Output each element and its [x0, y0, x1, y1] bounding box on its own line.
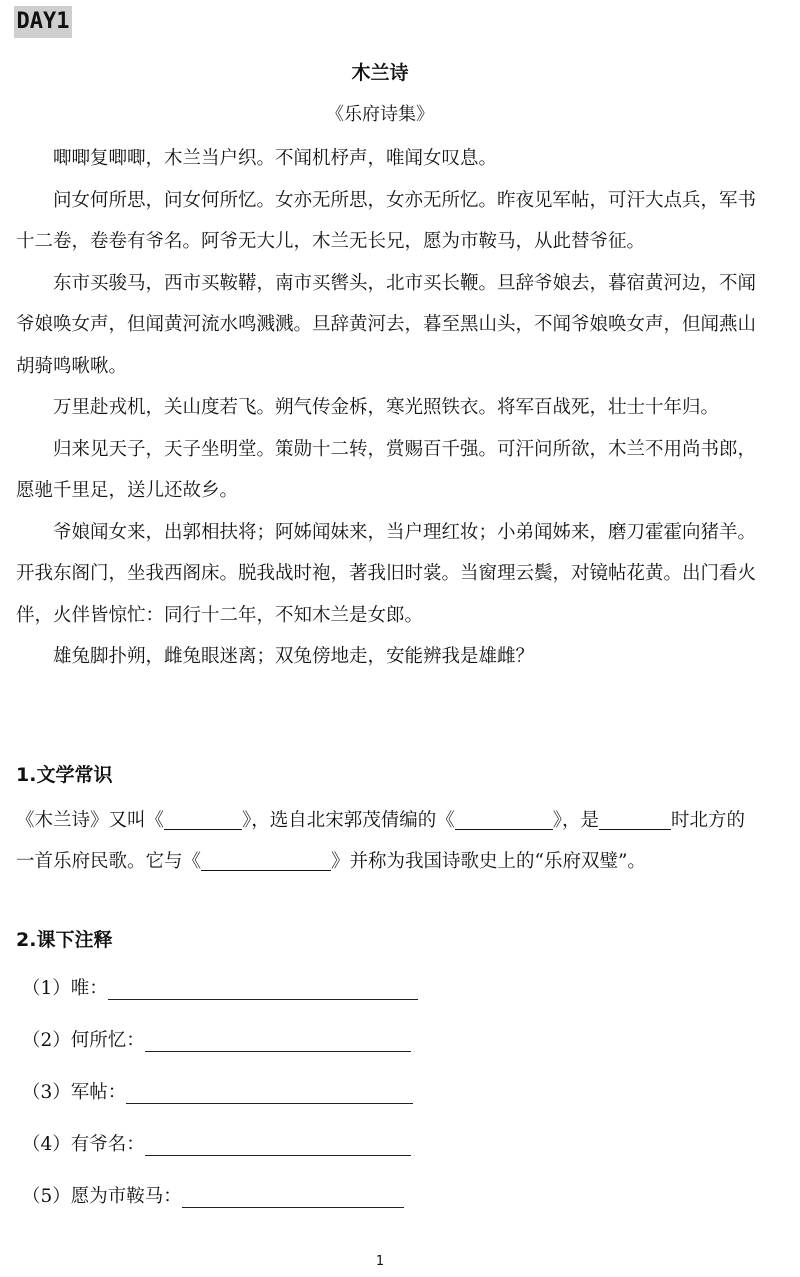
note-item	[22, 1026, 411, 1052]
fill-blank[interactable]	[455, 811, 553, 831]
lit-text: 》，是	[552, 810, 600, 831]
note-item	[22, 1182, 404, 1208]
answer-line[interactable]	[108, 979, 418, 1000]
fill-blank[interactable]	[599, 811, 671, 831]
answer-line[interactable]	[145, 1135, 411, 1156]
poem-title: 木兰诗	[351, 62, 409, 84]
poem-paragraph: 归来见天子，天子坐明堂。策勋十二转，赏赐百千强。可汗问所欲，木兰不用尚书郎，愿驰千里足，送儿还故乡。	[16, 438, 757, 501]
note-label: （3）军帖：	[22, 1082, 127, 1103]
lit-text: 》，选自北宋郭茂倩编的《	[242, 810, 455, 831]
poem-paragraph: 爷娘闻女来，出郭相扶将；阿姊闻妹来，当户理红妆；小弟闻姊来，磨刀霍霍向猪羊。开我东阁门，坐我西阁床。脱我战时袍，著我旧时裳。当窗理云鬓，对镜帖花黄。出门看火伴，火伴皆惊忙：同行十二年，不知木兰是女郎。	[16, 521, 757, 626]
poem-paragraph: 东市买骏马，西市买鞍鞯，南市买辔头，北市买长鞭。旦辞爷娘去，暮宿黄河边，不闻爷娘唤女声，但闻黄河流水鸣溅溅。旦辞黄河去，暮至黑山头，不闻爷娘唤女声，但闻燕山胡骑鸣啾啾。	[16, 272, 757, 377]
note-item	[22, 1130, 411, 1156]
lit-text: 时北方的一首乐府民歌。它与《	[16, 810, 746, 872]
fill-blank[interactable]	[201, 852, 331, 872]
poem-paragraph: 唧唧复唧唧，木兰当户织。不闻机杼声，唯闻女叹息。	[53, 148, 498, 169]
poem-source: 《乐府诗集》	[326, 104, 434, 125]
poem-paragraph: 雄兔脚扑朔，雌兔眼迷离；双兔傍地走，安能辨我是雄雌？	[53, 646, 535, 667]
note-label: （4）有爷名：	[22, 1134, 145, 1155]
literary-knowledge-text	[16, 800, 756, 882]
answer-line[interactable]	[182, 1187, 404, 1208]
note-item	[22, 974, 418, 1000]
day-tag: DAY1	[14, 6, 72, 38]
note-label: （5）愿为市鞍马：	[22, 1186, 182, 1207]
note-label: （2）何所忆：	[22, 1030, 145, 1051]
fill-blank[interactable]	[164, 811, 242, 831]
section-heading-notes: 2.课下注释	[16, 929, 113, 951]
answer-line[interactable]	[145, 1031, 411, 1052]
poem-paragraph: 问女何所思，问女何所忆。女亦无所思，女亦无所忆。昨夜见军帖，可汗大点兵，军书十二卷，卷卷有爷名。阿爷无大儿，木兰无长兄，愿为市鞍马，从此替爷征。	[16, 189, 757, 252]
section-heading-literary: 1.文学常识	[16, 764, 113, 786]
lit-text: 《木兰诗》又叫《	[16, 810, 165, 831]
answer-line[interactable]	[126, 1083, 413, 1104]
poem-body	[16, 138, 756, 678]
page-number: 1	[375, 1254, 385, 1269]
note-item	[22, 1078, 413, 1104]
poem-paragraph: 万里赴戎机，关山度若飞。朔气传金柝，寒光照铁衣。将军百战死，壮士十年归。	[53, 397, 720, 418]
note-label: （1）唯：	[22, 978, 108, 999]
lit-text: 》并称为我国诗歌史上的“乐府双璧”。	[331, 851, 646, 872]
